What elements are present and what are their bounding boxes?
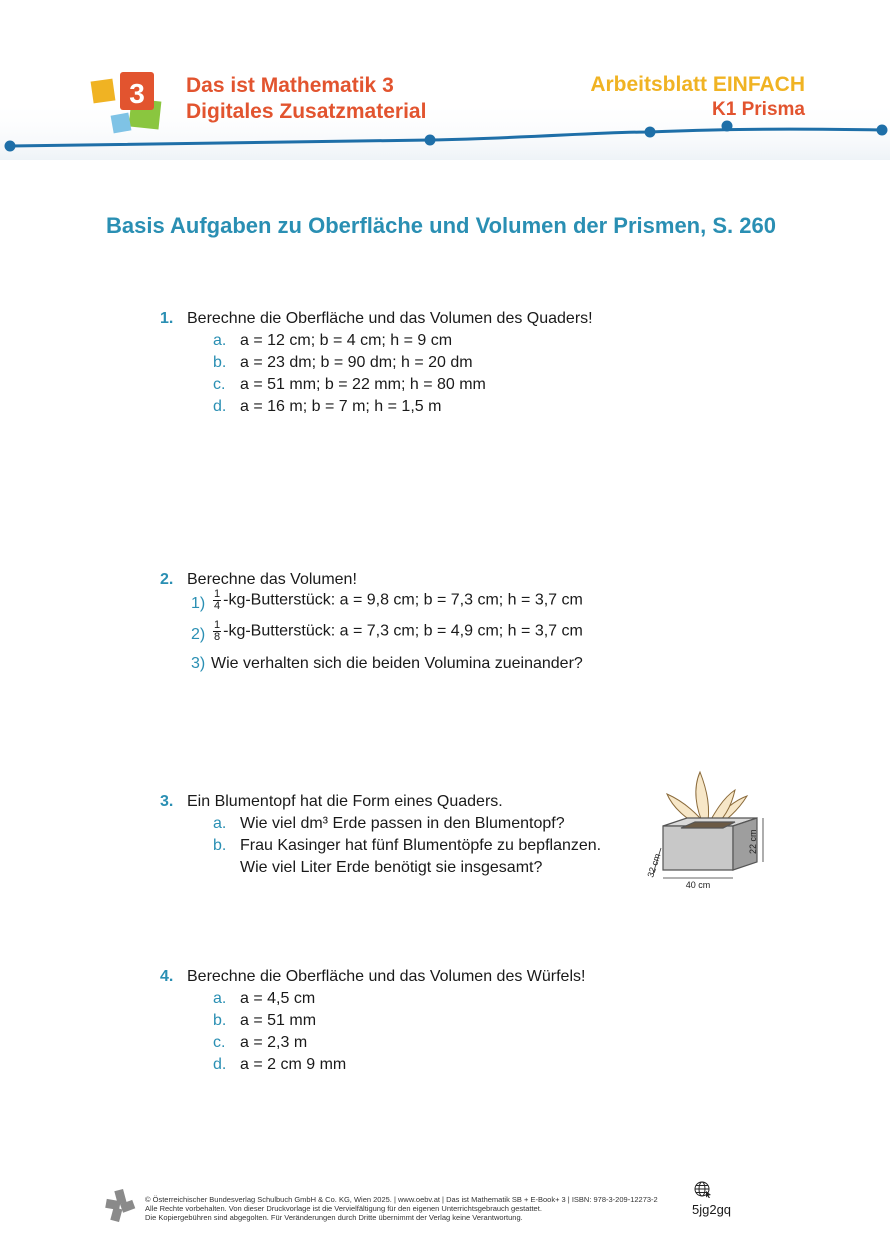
depth-label: 32 cm: [645, 852, 663, 879]
footer-text: [145, 1195, 685, 1222]
sheet-type: Arbeitsblatt EINFACH: [590, 73, 805, 96]
line-node: [722, 121, 733, 132]
fraction: $\frac{1}{4}$: [214, 588, 221, 612]
publisher-logo-icon: [104, 1188, 136, 1222]
page-title: Basis Aufgaben zu Oberfläche und Volumen der Prismen, S. 260: [106, 213, 776, 238]
footer-line: © Österreichischer Bundesverlag Schulbuch GmbH & Co. KG, Wien 2025. | www.oebv.at | Das ist Mathematik SB + E-Book+ 3 | ISBN: 978-3-209-12273-2: [145, 1195, 658, 1204]
item-label: a.: [213, 332, 227, 349]
item-text: a = 2 cm 9 mm: [240, 1056, 347, 1073]
item-label: 2): [191, 626, 206, 643]
globe-icon[interactable]: [694, 1180, 712, 1198]
task-number: 4.: [160, 968, 174, 985]
item-label: 1): [191, 595, 206, 612]
flower-pot-figure: [645, 768, 770, 892]
fraction: $\frac{1}{8}$: [214, 619, 221, 643]
item-label: b.: [213, 354, 227, 371]
item-label: d.: [213, 1056, 227, 1073]
item-label: d.: [213, 398, 227, 415]
task-question: Berechne die Oberfläche und das Volumen des Würfels!: [187, 968, 586, 985]
width-label: 40 cm: [685, 880, 711, 890]
book-subtitle: Digitales Zusatzmaterial: [186, 100, 427, 123]
item-label: a.: [213, 815, 227, 832]
item-text: $\frac{1}{4}$ -kg-Butterstück: a = 9,8 cm; b = 7,3 cm; h = 3,7 cm: [214, 588, 583, 612]
item-text: a = 16 m; b = 7 m; h = 1,5 m: [240, 398, 442, 415]
item-label: 3): [191, 655, 206, 672]
task-number: 2.: [160, 571, 174, 588]
footer-line: Die Kopiergebühren sind abgegolten. Für Veränderungen durch Dritte übernimmt der Verlag keine Verantwortung.: [145, 1213, 523, 1222]
book-logo: [90, 70, 172, 136]
item-label: b.: [213, 1012, 227, 1029]
height-label: 22 cm: [748, 829, 758, 854]
item-text: a = 2,3 m: [240, 1034, 308, 1051]
task-question: Berechne das Volumen!: [187, 571, 357, 588]
task-number: 3.: [160, 793, 174, 810]
item-text: a = 23 dm; b = 90 dm; h = 20 dm: [240, 354, 473, 371]
item-label: b.: [213, 837, 227, 854]
item-text: a = 12 cm; b = 4 cm; h = 9 cm: [240, 332, 453, 349]
line-node: [5, 141, 16, 152]
item-text: a = 51 mm: [240, 1012, 317, 1029]
item-text: Frau Kasinger hat fünf Blumentöpfe zu bepflanzen.: [240, 837, 602, 854]
line-node: [645, 127, 656, 138]
item-text: Wie viel dm³ Erde passen in den Blumentopf?: [240, 815, 565, 832]
item-label: c.: [213, 376, 226, 393]
book-title: Das ist Mathematik 3: [186, 74, 394, 97]
item-label: a.: [213, 990, 227, 1007]
pot-front: [663, 826, 733, 870]
footer-line: Alle Rechte vorbehalten. Von dieser Druckvorlage ist die Vervielfältigung für den eigenen Unterrichtsgebrauch gestattet.: [145, 1204, 542, 1213]
task-question: Berechne die Oberfläche und das Volumen des Quaders!: [187, 310, 593, 327]
item-text: a = 51 mm; b = 22 mm; h = 80 mm: [240, 376, 486, 393]
item-text: Wie viel Liter Erde benötigt sie insgesamt?: [240, 859, 543, 876]
item-text: a = 4,5 cm: [240, 990, 316, 1007]
logo-digit: 3: [129, 78, 145, 109]
web-code[interactable]: 5jg2gq: [692, 1202, 732, 1217]
line-node: [877, 125, 888, 136]
task-question: Ein Blumentopf hat die Form eines Quaders.: [187, 793, 503, 810]
task-number: 1.: [160, 310, 174, 327]
line-node: [425, 135, 436, 146]
item-text: $\frac{1}{8}$ -kg-Butterstück: a = 7,3 cm; b = 4,9 cm; h = 3,7 cm: [214, 619, 583, 643]
item-text: Wie verhalten sich die beiden Volumina zueinander?: [211, 655, 583, 672]
sheet-topic: K1 Prisma: [712, 99, 805, 120]
item-label: c.: [213, 1034, 226, 1051]
